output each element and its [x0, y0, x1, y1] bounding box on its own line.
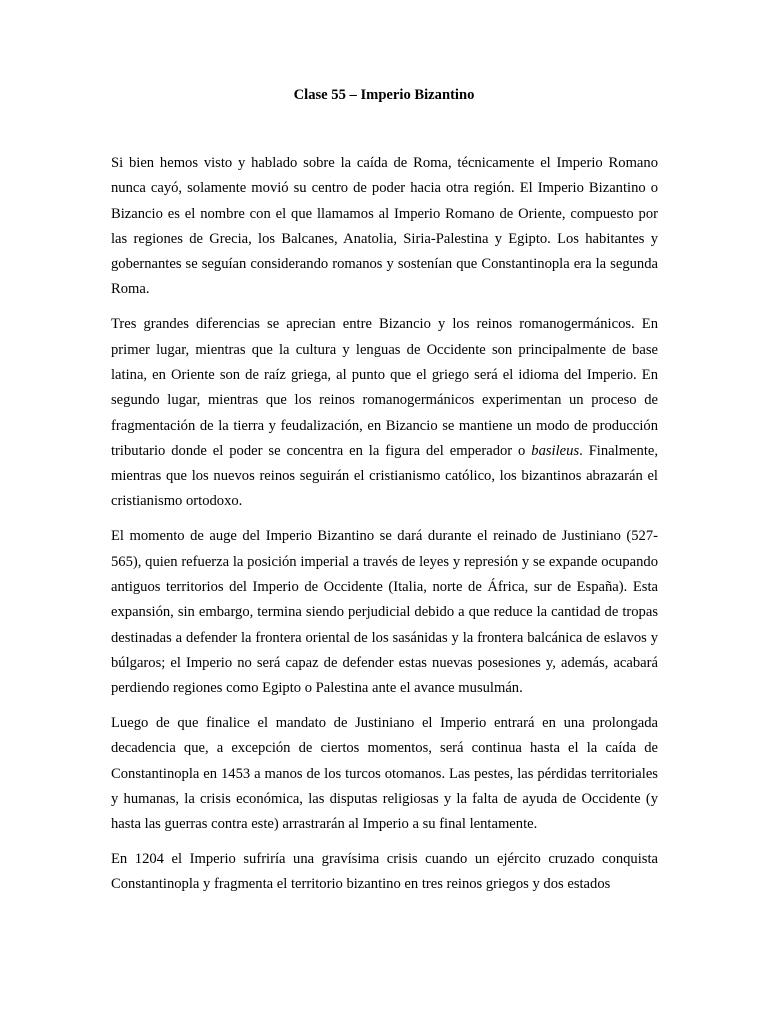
basileus-term: basileus: [531, 442, 580, 459]
paragraph-3: El momento de auge del Imperio Bizantino se dará durante el reinado de Justiniano (527-565), quien refuerza la posición imperial a través de leyes y represión y se expande ocupando antiguos territorios del Imperio de Occidente (Italia, norte de África, sur de España). Esta expansión, sin embargo, termina siendo perjudicial debido a que reduce la cantidad de tropas destinadas a defender la frontera oriental de los sasánidas y la frontera balcánica de eslavos y búlgaros; el Imperio no será capaz de defender estas nuevas posesiones y, además, acabará perdiendo regiones como Egipto o Palestina ante el avance musulmán.: [111, 528, 658, 697]
paragraph-5: En 1204 el Imperio sufriría una gravísima crisis cuando un ejército cruzado conquista Constantinopla y fragmenta el territorio bizantino en tres reinos griegos y dos estados: [111, 851, 658, 893]
document-body: [111, 151, 658, 907]
paragraph-2: [111, 312, 658, 514]
document-title: Clase 55 – Imperio Bizantino: [293, 87, 475, 103]
paragraph-1: Si bien hemos visto y hablado sobre la caída de Roma, técnicamente el Imperio Romano nunca cayó, solamente movió su centro de poder hacia otra región. El Imperio Bizantino o Bizancio es el nombre con el que llamamos al Imperio Romano de Oriente, compuesto por las regiones de Grecia, los Balcanes, Anatolia, Siria-Palestina y Egipto. Los habitantes y gobernantes se seguían considerando romanos y sostenían que Constantinopla era la segunda Roma.: [111, 155, 658, 298]
paragraph-4: Luego de que finalice el mandato de Justiniano el Imperio entrará en una prolongada decadencia que, a excepción de ciertos momentos, será continua hasta el la caída de Constantinopla en 1453 a manos de los turcos otomanos. Las pestes, las pérdidas territoriales y humanas, la crisis económica, las disputas religiosas y la falta de ayuda de Occidente (y hasta las guerras contra este) arrastrarán al Imperio a su final lentamente.: [111, 715, 658, 833]
paragraph-2-text-end: . Finalmente, mientras que los nuevos reinos seguirán el cristianismo católico, los bizantinos abrazarán el cristianismo ortodoxo.: [111, 442, 658, 510]
paragraph-2-text-start: Tres grandes diferencias se aprecian entre Bizancio y los reinos romanogermánicos. En primer lugar, mientras que la cultura y lenguas de Occidente son principalmente de base latina, en Oriente son de raíz griega, al punto que el griego será el idioma del Imperio. En segundo lugar, mientras que los reinos romanogermánicos experimentan un proceso de fragmentación de la tierra y feudalización, en Bizancio se mantiene un modo de producción tributario donde el poder se concentra en la figura del emperador o: [111, 316, 658, 459]
